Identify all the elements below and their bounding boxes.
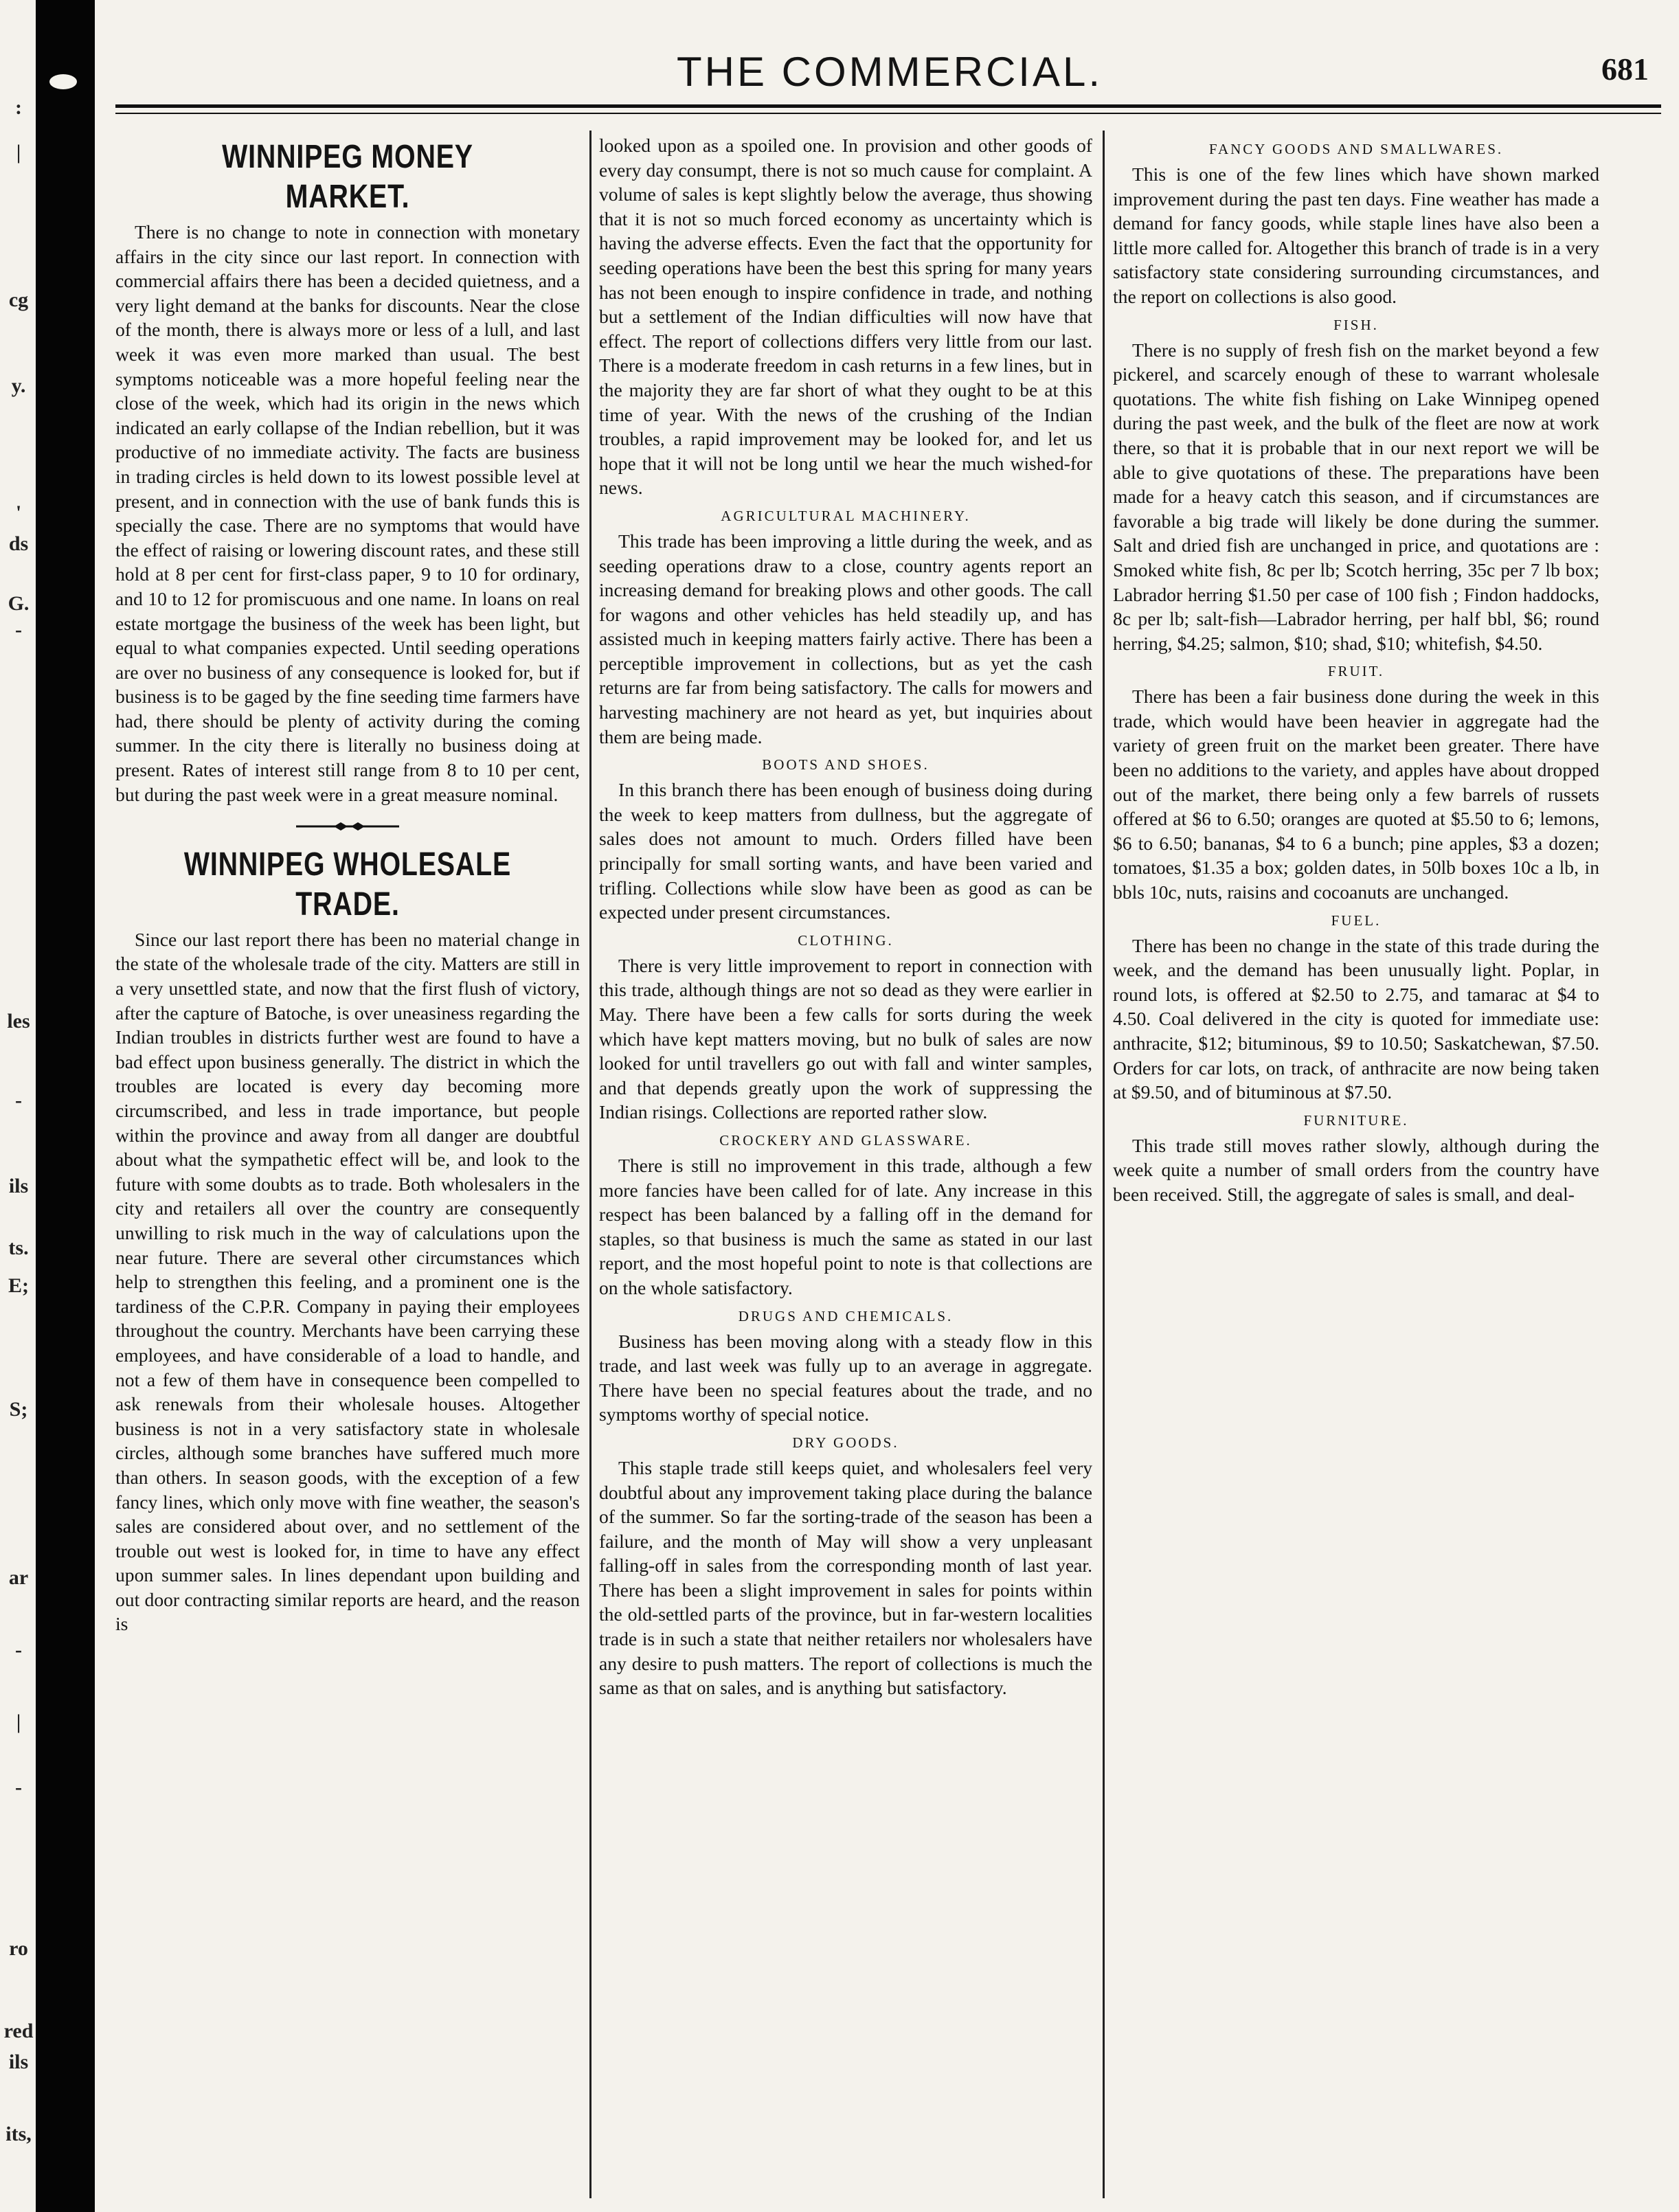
margin-fragment: G.	[8, 592, 30, 615]
binding-shadow	[36, 0, 95, 2212]
header-rule-thin	[115, 113, 1661, 114]
section-heading: BOOTS AND SHOES.	[762, 756, 929, 774]
newspaper-title: THE COMMERCIAL.	[676, 49, 1103, 95]
margin-fragment: -	[15, 618, 22, 641]
article-title: WINNIPEG WHOLESALE TRADE.	[183, 846, 512, 923]
section-heading: CROCKERY AND GLASSWARE.	[719, 1131, 972, 1149]
margin-fragment: cg	[8, 289, 29, 311]
section-heading: DRY GOODS.	[792, 1434, 899, 1451]
margin-fragment: :	[15, 96, 22, 119]
section-text: There has been a fair business done during the week in this trade, which would have been heavier in aggregate had the variety of green fruit on the market been greater. There have been no additions to the variety, and apples have about dropped out of the market, there being only a few barrels of russets offered at $6 to 6.50; oranges are quoted at $5.50 to 6; lemons, $6 to 6.50; bananas, $4 to 6 a bunch; pine apples, $3 a dozen; tomatoes, $1.35 a box; golden dates, in 50lb boxes 10c a lb, in bbls 10c, nuts, raisins and cocoanuts are unchanged.	[1113, 686, 1599, 903]
margin-fragment: S;	[9, 1398, 28, 1421]
section-heading: FISH.	[1333, 316, 1379, 333]
section-heading: AGRICULTURAL MACHINERY.	[721, 507, 971, 524]
column-rule	[589, 131, 591, 2198]
article-title: WINNIPEG MONEY MARKET.	[222, 139, 473, 215]
margin-fragment: -	[15, 1089, 22, 1111]
margin-fragment: its,	[5, 2123, 32, 2145]
section-text: In this branch there has been enough of business doing during the week to keep matters from dullness, but the aggregate of sales does not amount to much. Orders filled have been principally for small sorting wants, and have been varied and trifling. Collections while slow have been as good as can be expected under present circumstances.	[599, 779, 1092, 923]
margin-fragment: les	[7, 1010, 30, 1032]
section-text: This is one of the few lines which have shown marked improvement during the past ten days. Fine weather has made a demand for fancy goods, while staple lines have also been a little more called for. Altogether this branch of trade is in a very satisfactory state considering surrounding circumstances, and the report on collections is also good.	[1113, 163, 1599, 307]
ornament-divider	[115, 813, 580, 838]
section-heading: CLOTHING.	[798, 932, 894, 949]
margin-fragment: ar	[8, 1566, 29, 1589]
margin-fragment: ds	[8, 532, 29, 555]
section-text: This trade still moves rather slowly, although during the week quite a number of small orders from the country have been received. Still, the aggregate of sales is small, and deal-	[1113, 1134, 1599, 1205]
section-heading: FRUIT.	[1327, 663, 1385, 680]
margin-fragment: -	[15, 1776, 22, 1798]
header-rule	[115, 104, 1661, 108]
section-heading: FURNITURE.	[1303, 1111, 1409, 1129]
margin-fragment: '	[15, 501, 22, 524]
margin-fragment: -	[15, 1638, 22, 1661]
article-paragraph: There is no change to note in connection with monetary affairs in the city since our last report. In connection with commercial affairs there has been a decided quietness, and a very light demand at the banks for discounts. Near the close of the month, there is always more or less of a lull, and last week it was even more marked than usual. The best symptoms noticeable was a more hopeful feeling near the close of the week, which had its origin in the news which indicated an early collapse of the Indian rebellion, but it was productive of no immediate activity. The facts are business in trading circles is held down to its lowest possible level at present, and in connection with the use of bank funds this is specially the case. There are no symptoms that would have the effect of raising or lowering discount rates, and these still hold at 8 per cent for first-class paper, 9 to 10 for ordinary, and 10 to 12 for promiscuous and one name. In loans on real estate mortgage the business of the week has been light, but equal to what companies expected. Until seeding operations are over no business of any consequence is looked for, but if business is to be gaged by the fine seeding time farmers have had, there should be plenty of activity during the coming summer. In the city there is literally no business doing at present. Rates of interest still range from 8 to 10 per cent, but during the past week were in a great measure nominal.	[115, 221, 580, 805]
margin-fragment: ils	[8, 2051, 29, 2073]
section-heading: FANCY GOODS AND SMALLWARES.	[1208, 141, 1504, 157]
section-text: There is no supply of fresh fish on the market beyond a few pickerel, and scarcely enough of these to warrant wholesale quotations. The white fish fishing on Lake Winnipeg opened during the past week, and the bulk of the fleet are now at work there, so that it is probable that in our next report we will be able to give quotations of these. The preparations have been made for a heavy catch this season, and if circumstances are favorable a big trade will likely be done during the summer. Salt and dried fish are unchanged in price, and quotations are : Smoked white fish, 8c per lb; Scotch herring, 35c per 7 lb box; Labrador herring $1.50 per case of 100 fish ; Findon haddocks, 8c per lb; salt-fish—Labrador herring, per half bbl, $6; round herring, $4.25; salmon, $10; shad, $10; whitefish, $4.50.	[1113, 339, 1599, 654]
margin-fragment: |	[16, 141, 21, 163]
margin-fragment: |	[16, 1711, 21, 1733]
section-text: This staple trade still keeps quiet, and wholesalers feel very doubtful about any improvement taking place during the balance of the summer. So far the sorting-trade of the season has been a failure, and the month of May will show a very unpleasant falling-off in sales from the corresponding month of last year. There has been a slight improvement in sales for points within the old-settled parts of the province, but in far-western localities trade is in such a state that neither retailers nor wholesalers have any desire to push matters. The report of collections is much the same as that on sales, and is anything but satisfactory.	[599, 1456, 1092, 1699]
section-heading: FUEL.	[1331, 912, 1382, 929]
section-text: There is very little improvement to report in connection with this trade, although things are not so dead as they were earlier in May. There have been a few calls for sorts during the week which have kept matters moving, but no bulk of sales are now looked for until travellers go out with fall and winter samples, and that depends greatly upon the work of suppressing the Indian risings. Collections are reported rather slow.	[599, 954, 1092, 1123]
margin-fragment: ils	[8, 1175, 29, 1197]
article-paragraph: Since our last report there has been no material change in the state of the wholesale trade of the city. Matters are still in a very unsettled state, and now that the first flush of victory, after the capture of Batoche, is over uneasiness regarding the Indian troubles in districts further west are found to have a bad effect upon business generally. The district in which the troubles are located is every day becoming more circumscribed, and less in trade importance, but people within the province and away from all danger are doubtful about what the sympathetic effect will be, and look to the future with some doubts as to trade. Both wholesalers in the city and retailers all over the country are consequently unwilling to risk much in the way of calculations upon the near future. There are several other circumstances which help to strengthen this feeling, and a prominent one is the tardiness of the C.P.R. Company in paying their employees throughout the country. Merchants have been carrying these employees, and have considerable of a load to handle, and not a few of them have in consequence been compelled to ask renewals from their wholesale houses. Altogether business is not in a very satisfactory state in wholesale circles, although some branches have suffered much more than others. In season goods, with the exception of a few fancy lines, which only move with fine weather, the season's sales are considered about over, and no settlement of the trouble out west is looked for, in time to have any effect upon summer sales. In lines dependant upon building and out door contracting similar reports are heard, and the reason is	[115, 928, 580, 1635]
column-1	[115, 133, 580, 2201]
column-2	[599, 133, 1092, 2201]
article-paragraph-continued: looked upon as a spoiled one. In provision and other goods of every day consumpt, there is not so much cause for complaint. A volume of sales is kept slightly below the average, thus showing that it is not so much forced economy as uncertainty which is having the adverse effects. Even the fact that the opportunity for seeding operations have been the best this spring for many years has not been enough to inspire confidence in trade, and nothing but a settlement of the Indian difficulties will now have that effect. The report of collections differs very little from our last. There is a moderate freedom in cash returns in a few lines, but in the majority they are far short of what they ought to be at this time of year. With the news of the crushing of the Indian troubles, a rapid improvement may be looked for, and let us hope that it will not be long until we hear the much wished-for news.	[599, 135, 1092, 499]
margin-fragment: ro	[9, 1937, 28, 1960]
margin-fragment: E;	[8, 1274, 29, 1297]
section-text: There has been no change in the state of this trade during the week, and the demand has been unusually light. Poplar, in round lots, is offered at $2.50 to 2.75, and tamarac at $4 to 4.50. Coal delivered in the city is quoted for immediate use: anthracite, $12; bituminous, $9 to 10.50; Saskatchewan, $7.50. Orders for car lots, on track, of anthracite are now being taken at $9.50, and of bituminous at $7.50.	[1113, 934, 1599, 1103]
margin-fragment: y.	[11, 374, 26, 397]
page-number: 681	[1601, 52, 1649, 87]
masthead	[124, 48, 1656, 96]
section-heading: DRUGS AND CHEMICALS.	[738, 1307, 954, 1324]
section-text: Business has been moving along with a steady flow in this trade, and last week was fully up to an average in aggregate. There have been no special features about the trade, and no symptoms worthy of special notice.	[599, 1330, 1092, 1425]
left-margin-fragments	[0, 0, 36, 2212]
section-text: This trade has been improving a little during the week, and as seeding operations draw to a close, country agents report an increasing demand for breaking plows and other goods. The call for wagons and other vehicles has held steadily up, and has assisted much in keeping matters fairly active. There has been a perceptible improvement in collections, but as yet the cash returns are far from being satisfactory. The calls for mowers and harvesting machinery are not heard as yet, but inquiries about them are being made.	[599, 530, 1092, 747]
margin-fragment: red	[3, 2020, 34, 2042]
margin-fragment: ts.	[8, 1237, 29, 1259]
column-rule	[1103, 131, 1105, 2198]
column-3	[1113, 133, 1599, 2201]
section-text: There is still no improvement in this trade, although a few more fancies have been called for of late. Any increase in this respect has been balanced by a falling off in the demand for staples, so that business is much the same as stated in our last report, and the most hopeful point to note is that collections are on the whole satisfactory.	[599, 1154, 1092, 1298]
